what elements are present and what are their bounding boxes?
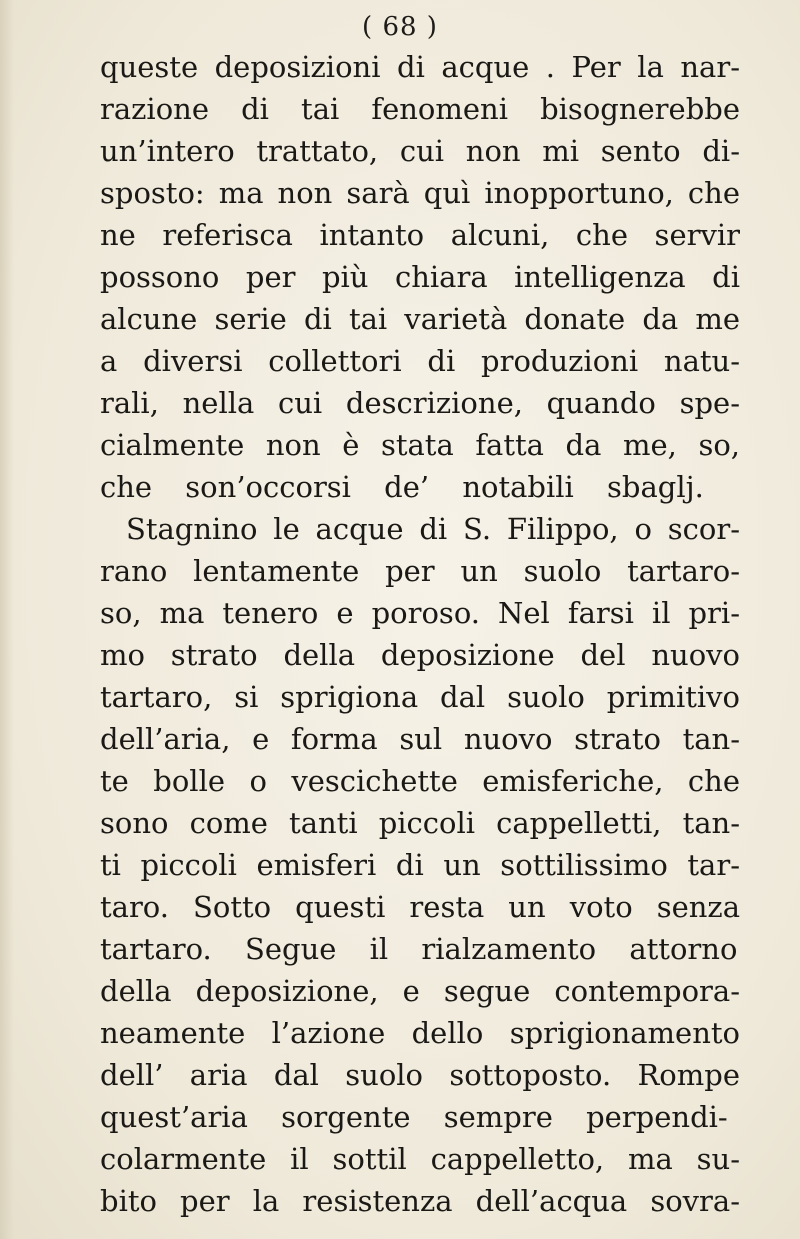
text-line: a diversi collettori di produzioni natu- xyxy=(100,344,740,378)
page-binding-edge xyxy=(0,0,14,1239)
text-line: taro. Sotto questi resta un voto senza xyxy=(100,890,740,924)
text-line: dell’ aria dal suolo sottoposto. Rompe xyxy=(100,1058,740,1092)
text-line: quest’aria sorgente sempre perpendi- xyxy=(100,1100,728,1134)
text-line: tartaro. Segue il rialzamento attorno xyxy=(100,932,738,966)
text-line: te bolle o vescichette emisferiche, che xyxy=(100,764,740,798)
text-line: possono per più chiara intelligenza di xyxy=(100,260,740,294)
text-line: sono come tanti piccoli cappelletti, tan- xyxy=(100,806,740,840)
text-line: colarmente il sottil cappelletto, ma su- xyxy=(100,1142,740,1176)
text-line: un’intero trattato, cui non mi sento di- xyxy=(100,134,740,168)
text-line: ne referisca intanto alcuni, che servir xyxy=(100,218,740,252)
text-line: tartaro, si sprigiona dal suolo primitivo xyxy=(100,680,740,714)
text-line: alcune serie di tai varietà donate da me xyxy=(100,302,740,336)
text-line: sposto: ma non sarà quì inopportuno, che xyxy=(100,176,740,210)
text-line: Stagnino le acque di S. Filippo, o scor- xyxy=(126,512,740,546)
text-line: ti piccoli emisferi di un sottilissimo tar- xyxy=(100,848,740,882)
text-line: neamente l’azione dello sprigionamento xyxy=(100,1016,740,1050)
text-line: queste deposizioni di acque . Per la nar- xyxy=(100,50,740,84)
text-line: bito per la resistenza dell’acqua sovra- xyxy=(100,1184,740,1218)
page-number: ( 68 ) xyxy=(362,12,438,42)
text-line: cialmente non è stata fatta da me, so, xyxy=(100,428,740,462)
text-line: mo strato della deposizione del nuovo xyxy=(100,638,740,672)
text-line: razione di tai fenomeni bisognerebbe xyxy=(100,92,740,126)
text-line: rano lentamente per un suolo tartaro- xyxy=(100,554,740,588)
text-line: so, ma tenero e poroso. Nel farsi il pri- xyxy=(100,596,740,630)
text-line: rali, nella cui descrizione, quando spe- xyxy=(100,386,740,420)
text-line: della deposizione, e segue contempora- xyxy=(100,974,740,1008)
body-text xyxy=(100,46,740,1222)
text-line: che son’occorsi de’ notabili sbaglj. xyxy=(100,470,704,504)
text-line: dell’aria, e forma sul nuovo strato tan- xyxy=(100,722,740,756)
